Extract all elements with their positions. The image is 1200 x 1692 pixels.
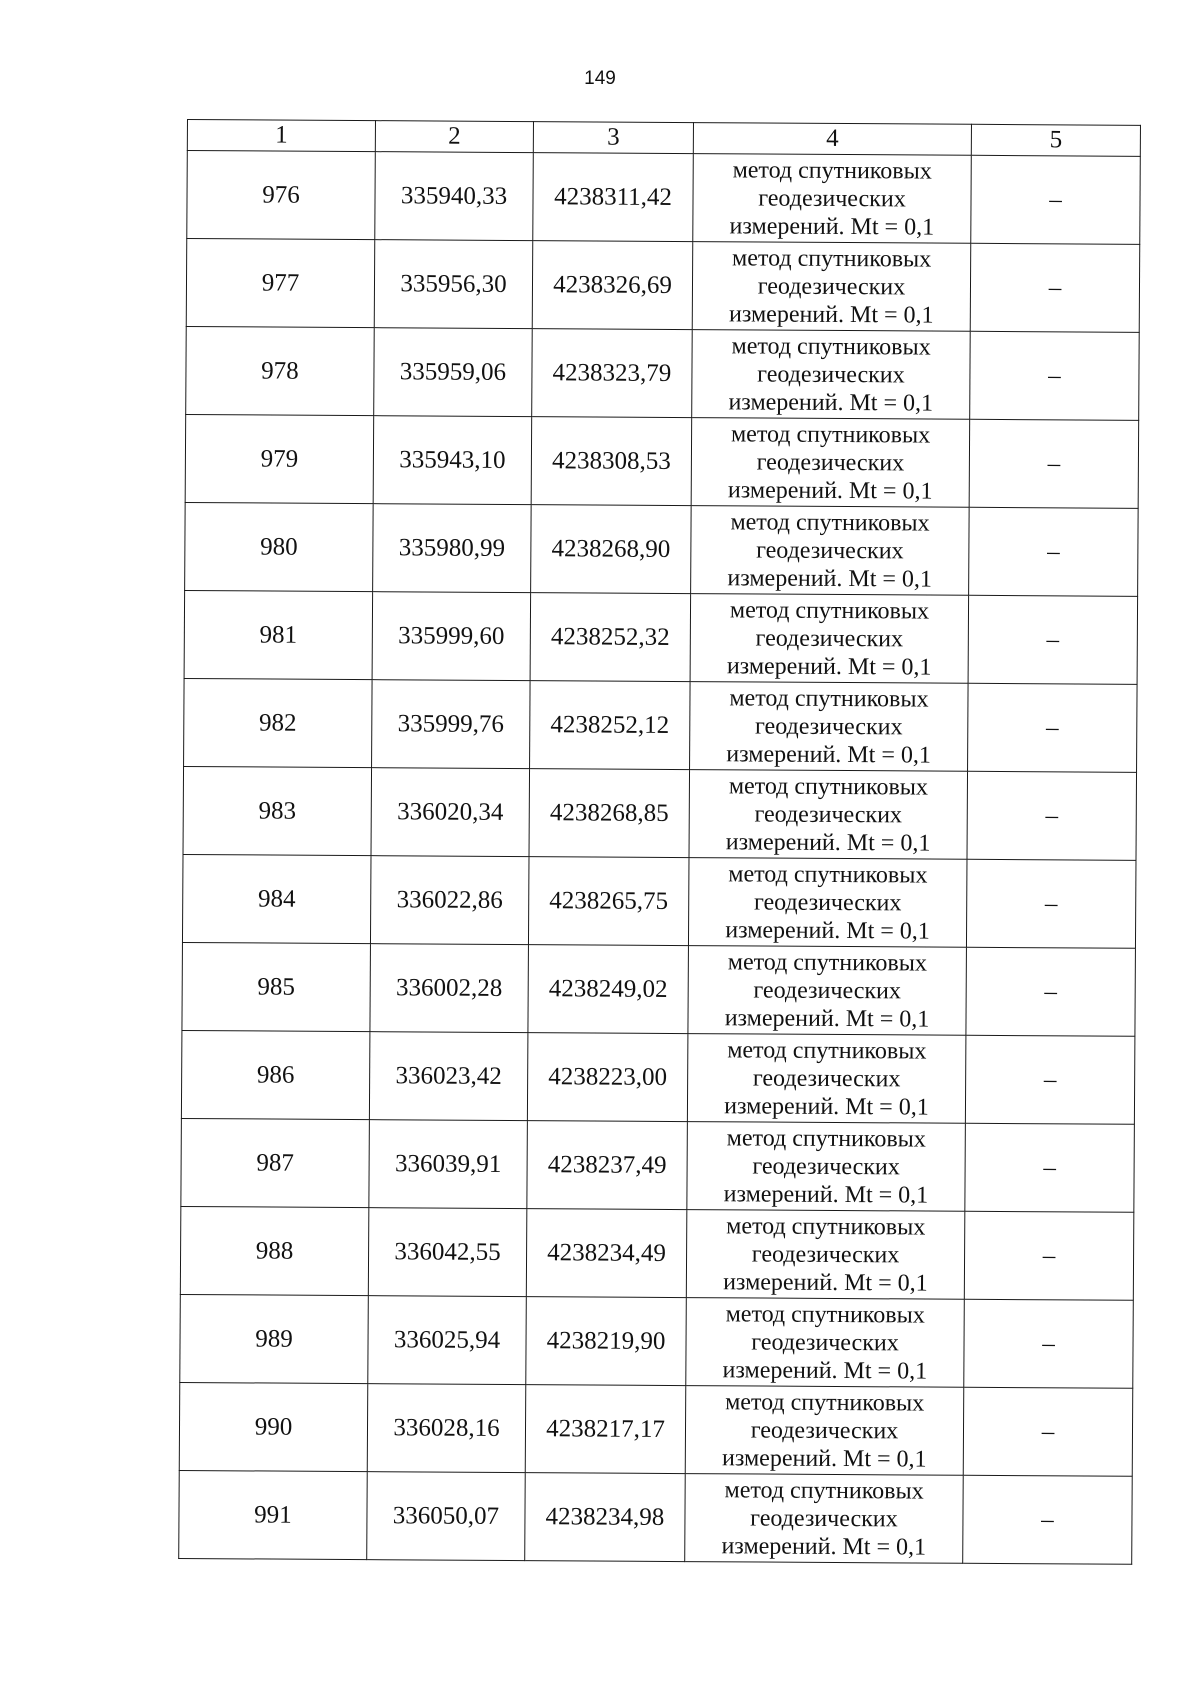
method-cell bbox=[690, 594, 969, 684]
method-text-line: метод спутниковых bbox=[727, 948, 927, 977]
note-cell: – bbox=[968, 595, 1138, 684]
method-cell bbox=[686, 1298, 965, 1388]
method-cell bbox=[692, 330, 971, 420]
method-text-line: измерений. Mt = 0,1 bbox=[727, 476, 933, 505]
y-coordinate-cell: 4238252,12 bbox=[530, 681, 691, 770]
method-text-line: геодезических bbox=[752, 1064, 901, 1092]
table-row bbox=[182, 942, 1136, 1036]
method-cell bbox=[689, 770, 968, 860]
method-cell bbox=[687, 1034, 966, 1124]
note-cell: – bbox=[970, 243, 1140, 332]
point-number-cell: 983 bbox=[183, 766, 372, 855]
table-row bbox=[186, 326, 1140, 420]
y-coordinate-cell: 4238311,42 bbox=[533, 153, 694, 242]
point-number-cell: 990 bbox=[179, 1382, 368, 1471]
y-coordinate-cell: 4238326,69 bbox=[532, 241, 693, 330]
method-text-line: измерений. Mt = 0,1 bbox=[726, 652, 932, 681]
note-cell: – bbox=[965, 1035, 1135, 1124]
x-coordinate-cell: 336022,86 bbox=[370, 856, 529, 945]
note-cell: – bbox=[971, 155, 1141, 244]
method-text-line: метод спутниковых bbox=[728, 772, 929, 801]
table-row bbox=[181, 1030, 1135, 1124]
point-number-cell: 984 bbox=[182, 854, 371, 943]
method-cell bbox=[686, 1210, 965, 1300]
y-coordinate-cell: 4238234,98 bbox=[525, 1473, 686, 1562]
table-row bbox=[181, 1118, 1135, 1212]
coordinates-table bbox=[178, 119, 1141, 1565]
y-coordinate-cell: 4238265,75 bbox=[528, 857, 689, 946]
method-cell bbox=[688, 946, 967, 1036]
note-cell: – bbox=[970, 331, 1140, 420]
table-row bbox=[183, 766, 1137, 860]
method-cell bbox=[690, 682, 969, 772]
point-number-cell: 985 bbox=[182, 942, 371, 1031]
x-coordinate-cell: 336023,42 bbox=[369, 1032, 528, 1121]
table-row bbox=[179, 1470, 1133, 1564]
method-text-line: метод спутниковых bbox=[732, 156, 932, 185]
y-coordinate-cell: 4238268,90 bbox=[531, 505, 692, 594]
method-text-line: измерений. Mt = 0,1 bbox=[727, 564, 933, 593]
x-coordinate-cell: 336050,07 bbox=[367, 1472, 526, 1561]
x-coordinate-cell: 336025,94 bbox=[368, 1296, 527, 1385]
x-coordinate-cell: 336039,91 bbox=[369, 1120, 528, 1209]
x-coordinate-cell: 335980,99 bbox=[373, 504, 532, 593]
method-text-line: измерений. Mt = 0,1 bbox=[725, 916, 930, 945]
y-coordinate-cell: 4238252,32 bbox=[530, 593, 691, 682]
method-text-line: измерений. Mt = 0,1 bbox=[729, 212, 935, 241]
table-row bbox=[185, 502, 1139, 596]
note-cell: – bbox=[967, 771, 1137, 860]
column-header-5: 5 bbox=[971, 124, 1140, 156]
note-cell: – bbox=[964, 1211, 1134, 1300]
method-text-line: геодезических bbox=[750, 1416, 899, 1444]
x-coordinate-cell: 335959,06 bbox=[374, 328, 533, 417]
method-text-line: измерений. Mt = 0,1 bbox=[724, 1092, 929, 1121]
point-number-cell: 978 bbox=[186, 326, 375, 415]
table-body bbox=[179, 151, 1141, 1565]
method-text-line: измерений. Mt = 0,1 bbox=[721, 1444, 927, 1473]
method-text-line: измерений. Mt = 0,1 bbox=[723, 1180, 929, 1209]
method-text-line: метод спутниковых bbox=[730, 508, 930, 537]
method-text-line: измерений. Mt = 0,1 bbox=[728, 300, 934, 329]
method-text-line: геодезических bbox=[752, 1152, 900, 1180]
point-number-cell: 976 bbox=[187, 151, 376, 240]
method-text-line: геодезических bbox=[756, 536, 904, 564]
x-coordinate-cell: 336002,28 bbox=[370, 944, 529, 1033]
method-text-line: метод спутниковых bbox=[732, 244, 932, 273]
point-number-cell: 980 bbox=[185, 502, 374, 591]
page-number: 149 bbox=[584, 68, 616, 89]
method-cell bbox=[687, 1122, 966, 1212]
table-row bbox=[185, 414, 1139, 508]
method-text-line: измерений. Mt = 0,1 bbox=[725, 828, 931, 857]
method-text-line: метод спутниковых bbox=[731, 332, 931, 361]
y-coordinate-cell: 4238323,79 bbox=[532, 329, 693, 418]
method-text-line: метод спутниковых bbox=[728, 860, 928, 889]
table-row bbox=[180, 1206, 1134, 1300]
point-number-cell: 991 bbox=[179, 1470, 368, 1559]
table-row bbox=[180, 1294, 1134, 1388]
y-coordinate-cell: 4238219,90 bbox=[526, 1297, 687, 1386]
y-coordinate-cell: 4238237,49 bbox=[527, 1121, 688, 1210]
method-cell bbox=[691, 506, 970, 596]
table-row bbox=[182, 854, 1136, 948]
y-coordinate-cell: 4238249,02 bbox=[528, 945, 689, 1034]
column-header-2: 2 bbox=[375, 121, 533, 153]
method-text-line: геодезических bbox=[755, 624, 904, 652]
point-number-cell: 979 bbox=[185, 414, 374, 503]
method-cell bbox=[693, 154, 972, 244]
note-cell: – bbox=[966, 947, 1136, 1036]
method-text-line: геодезических bbox=[758, 184, 906, 212]
method-text-line: метод спутниковых bbox=[725, 1300, 925, 1329]
method-text-line: геодезических bbox=[754, 800, 903, 828]
note-cell: – bbox=[964, 1299, 1134, 1388]
column-header-3: 3 bbox=[533, 122, 693, 154]
point-number-cell: 981 bbox=[184, 590, 373, 679]
method-text-line: геодезических bbox=[753, 888, 902, 916]
point-number-cell: 989 bbox=[180, 1294, 369, 1383]
column-header-1: 1 bbox=[187, 120, 375, 152]
method-cell bbox=[688, 858, 967, 948]
x-coordinate-cell: 335943,10 bbox=[373, 416, 532, 505]
method-text-line: геодезических bbox=[753, 976, 901, 1004]
y-coordinate-cell: 4238223,00 bbox=[527, 1033, 688, 1122]
method-cell bbox=[685, 1386, 964, 1476]
note-cell: – bbox=[965, 1123, 1135, 1212]
point-number-cell: 987 bbox=[181, 1118, 370, 1207]
method-text-line: геодезических bbox=[757, 272, 906, 300]
method-text-line: геодезических bbox=[750, 1504, 898, 1532]
method-text-line: метод спутниковых bbox=[726, 1212, 926, 1241]
method-text-line: измерений. Mt = 0,1 bbox=[724, 1004, 930, 1033]
table-row bbox=[187, 151, 1141, 245]
method-text-line: метод спутниковых bbox=[729, 684, 929, 713]
method-text-line: измерений. Mt = 0,1 bbox=[722, 1356, 928, 1385]
method-text-line: геодезических bbox=[756, 448, 905, 476]
x-coordinate-cell: 335999,60 bbox=[372, 592, 531, 681]
method-text-line: метод спутниковых bbox=[726, 1124, 926, 1153]
note-cell: – bbox=[968, 683, 1138, 772]
method-text-line: метод спутниковых bbox=[725, 1388, 925, 1417]
x-coordinate-cell: 335956,30 bbox=[374, 240, 533, 329]
y-coordinate-cell: 4238308,53 bbox=[531, 417, 692, 506]
point-number-cell: 982 bbox=[184, 678, 373, 767]
x-coordinate-cell: 335940,33 bbox=[375, 152, 534, 241]
note-cell: – bbox=[969, 419, 1139, 508]
method-cell bbox=[692, 242, 971, 332]
method-text-line: метод спутниковых bbox=[730, 420, 931, 449]
method-text-line: геодезических bbox=[751, 1240, 900, 1268]
method-text-line: измерений. Mt = 0,1 bbox=[728, 388, 934, 417]
table-row bbox=[186, 239, 1140, 333]
note-cell: – bbox=[966, 859, 1136, 948]
point-number-cell: 986 bbox=[181, 1030, 370, 1119]
table-row bbox=[184, 678, 1138, 772]
note-cell: – bbox=[963, 1475, 1133, 1564]
note-cell: – bbox=[969, 507, 1139, 596]
method-text-line: измерений. Mt = 0,1 bbox=[726, 740, 931, 769]
method-cell bbox=[691, 418, 970, 508]
method-text-line: геодезических bbox=[757, 360, 905, 388]
method-cell bbox=[685, 1474, 964, 1564]
method-text-line: метод спутниковых bbox=[727, 1036, 927, 1065]
method-text-line: метод спутниковых bbox=[729, 596, 930, 625]
point-number-cell: 988 bbox=[180, 1206, 369, 1295]
note-cell: – bbox=[963, 1387, 1133, 1476]
table-row bbox=[179, 1382, 1133, 1476]
x-coordinate-cell: 336028,16 bbox=[367, 1384, 526, 1473]
table-row bbox=[184, 590, 1138, 684]
y-coordinate-cell: 4238268,85 bbox=[529, 769, 690, 858]
x-coordinate-cell: 336020,34 bbox=[371, 768, 530, 857]
y-coordinate-cell: 4238217,17 bbox=[525, 1385, 686, 1474]
method-text-line: метод спутниковых bbox=[724, 1476, 924, 1505]
x-coordinate-cell: 335999,76 bbox=[372, 680, 531, 769]
method-text-line: геодезических bbox=[751, 1328, 899, 1356]
x-coordinate-cell: 336042,55 bbox=[368, 1208, 527, 1297]
y-coordinate-cell: 4238234,49 bbox=[526, 1209, 687, 1298]
column-header-4: 4 bbox=[693, 123, 971, 156]
method-text-line: геодезических bbox=[754, 712, 903, 740]
method-text-line: измерений. Mt = 0,1 bbox=[721, 1532, 927, 1561]
point-number-cell: 977 bbox=[186, 239, 375, 328]
method-text-line: измерений. Mt = 0,1 bbox=[723, 1268, 928, 1297]
